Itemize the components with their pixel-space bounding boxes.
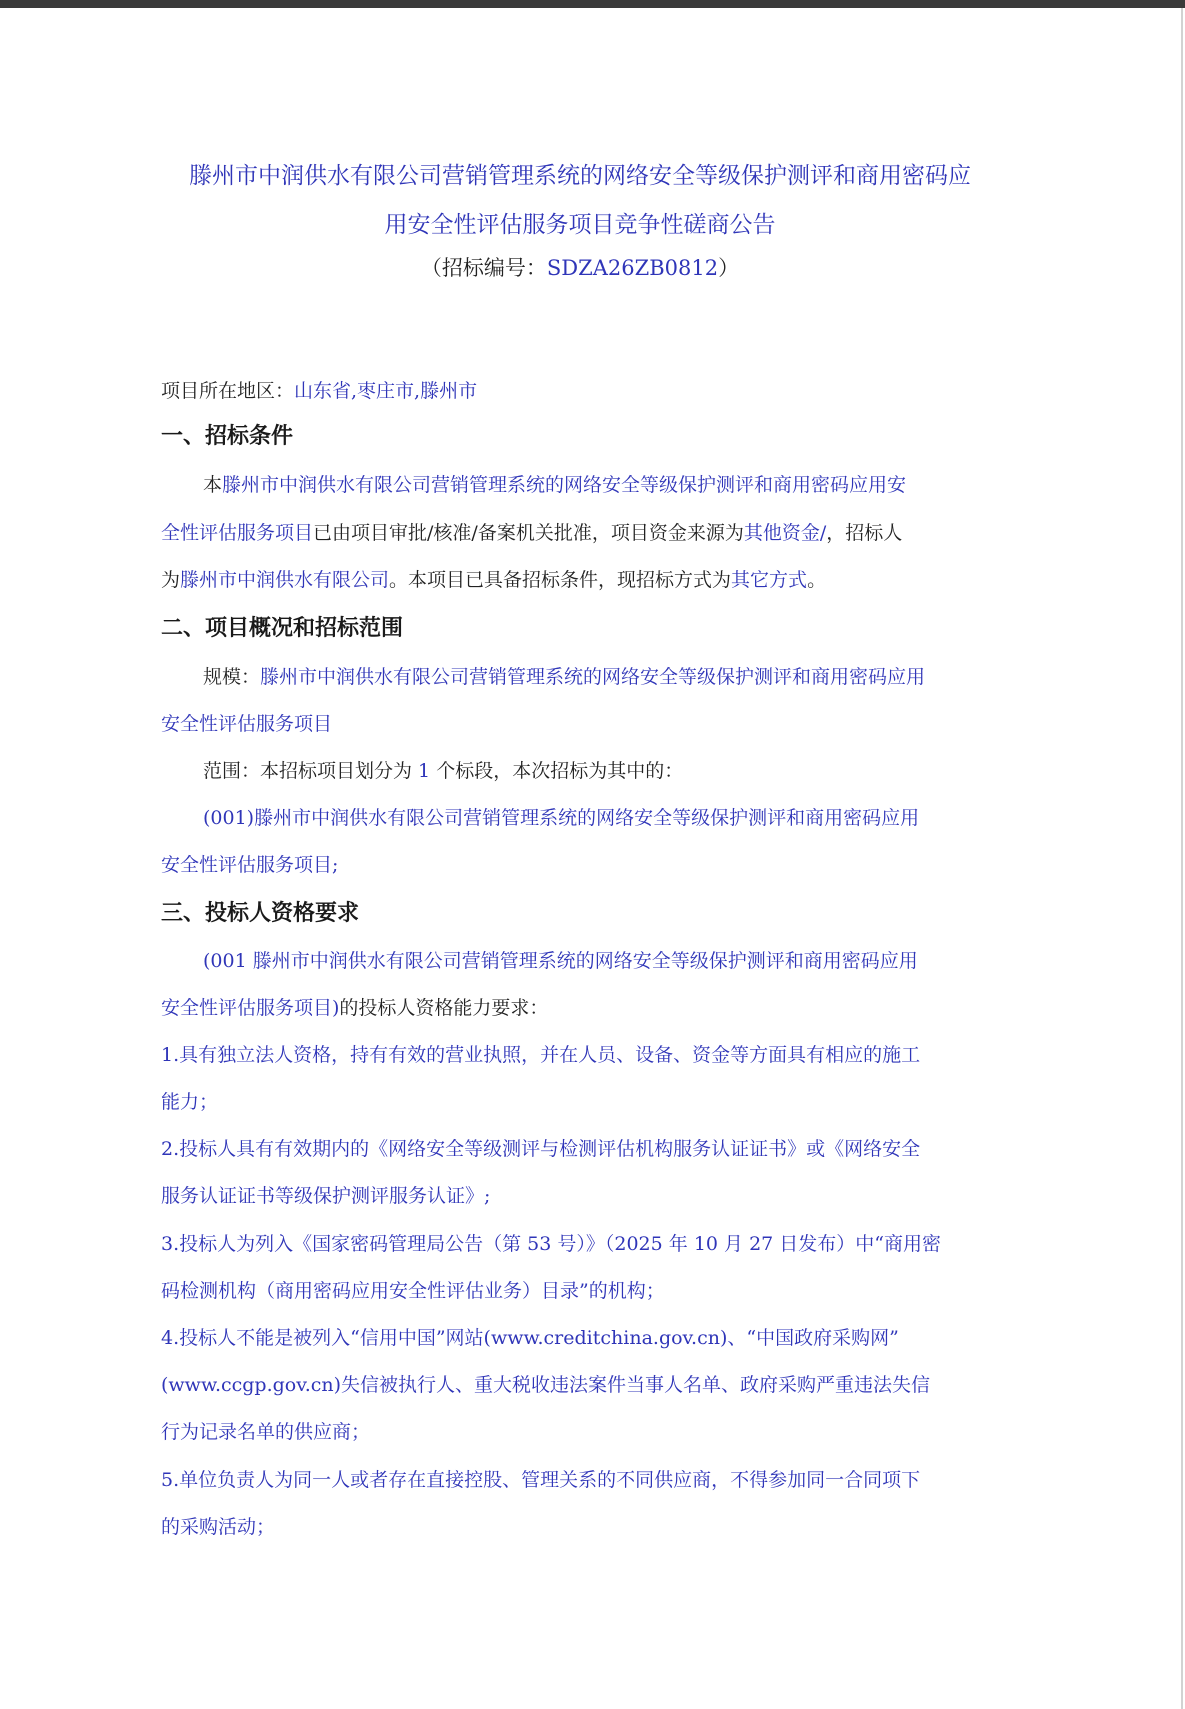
sec1-line1 [203, 470, 1003, 500]
scale-value: 滕州市中润供水有限公司营销管理系统的网络安全等级保护测评和商用密码应用 [260, 666, 926, 688]
range-text: 个标段，本次招标为其中的： [436, 760, 684, 782]
requirement-4-line2: (www.ccgp.gov.cn)失信被执行人、重大税收违法案件当事人名单、政府采购严重违法失信 [161, 1374, 931, 1396]
requirement-4-line3: 行为记录名单的供应商； [161, 1421, 371, 1443]
region-label: 项目所在地区： [161, 380, 295, 402]
doc-title-line1: 滕州市中润供水有限公司营销管理系统的网络安全等级保护测评和商用密码应 [189, 163, 971, 189]
doc-title-line2: 用安全性评估服务项目竞争性磋商公告 [384, 212, 776, 238]
range-text: 范围：本招标项目划分为 [203, 760, 413, 782]
requirement-2-line2: 服务认证证书等级保护测评服务认证》; [161, 1185, 491, 1207]
requirement-5-line1: 5.单位负责人为同一人或者存在直接控股、管理关系的不同供应商，不得参加同一合同项下 [161, 1469, 921, 1491]
tender-no-prefix: （招标编号： [420, 256, 547, 280]
section-3-heading: 三、投标人资格要求 [161, 901, 360, 926]
tenderer-name: 滕州市中润供水有限公司 [180, 569, 390, 591]
section-1-heading: 一、招标条件 [161, 424, 294, 449]
sec1-text: 。 [807, 569, 827, 591]
requirement-4-line1: 4.投标人不能是被列入“信用中国”网站(www.creditchina.gov.cn)、“中国政府采购网” [161, 1327, 899, 1349]
section-2-heading: 二、项目概况和招标范围 [161, 616, 404, 641]
requirement-2-line1: 2.投标人具有有效期内的《网络安全等级测评与检测评估机构服务认证证书》或《网络安全 [161, 1138, 921, 1160]
project-region [161, 376, 1001, 406]
qual-lot-name: 安全性评估服务项目) [161, 997, 340, 1019]
lot-line2: 安全性评估服务项目; [161, 854, 339, 876]
tender-method: 其它方式 [731, 569, 808, 591]
sec1-project-name-cont: 全性评估服务项目 [161, 522, 314, 544]
scale-label: 规模： [203, 666, 261, 688]
region-value: 山东省,枣庄市,滕州市 [294, 380, 478, 402]
sec1-text: 本 [203, 474, 223, 496]
document-page [0, 8, 1183, 1709]
range-line [203, 756, 1003, 786]
sec1-line3 [161, 565, 1001, 595]
lot-line1: (001)滕州市中润供水有限公司营销管理系统的网络安全等级保护测评和商用密码应用 [203, 807, 920, 829]
fund-source: 其他资金/ [743, 522, 827, 544]
sec1-text: 已由项目审批/核准/备案机关批准，项目资金来源为 [313, 522, 744, 544]
tender-number [160, 248, 1000, 288]
lot-count: 1 [412, 760, 437, 782]
tender-no-value: SDZA26ZB0812 [546, 256, 719, 280]
sec1-text: ，招标人 [826, 522, 903, 544]
requirement-5-line2: 的采购活动； [161, 1516, 276, 1538]
qual-intro-text: 的投标人资格能力要求： [339, 997, 549, 1019]
scale-line1 [203, 662, 1003, 692]
sec1-project-name: 滕州市中润供水有限公司营销管理系统的网络安全等级保护测评和商用密码应用安 [222, 474, 907, 496]
requirement-1-line1: 1.具有独立法人资格，持有有效的营业执照，并在人员、设备、资金等方面具有相应的施工 [161, 1044, 921, 1066]
requirement-1-line2: 能力； [161, 1091, 219, 1113]
sec1-text: 。本项目已具备招标条件，现招标方式为 [389, 569, 732, 591]
sec1-text: 为 [161, 569, 181, 591]
requirement-3-line2: 码检测机构（商用密码应用安全性评估业务）目录”的机构； [161, 1280, 665, 1302]
sec1-line2 [161, 518, 1001, 548]
qual-intro-line1: (001 滕州市中润供水有限公司营销管理系统的网络安全等级保护测评和商用密码应用 [203, 950, 918, 972]
scale-line2: 安全性评估服务项目 [161, 713, 333, 735]
viewer-top-bar [0, 0, 1185, 8]
qual-intro-line2 [161, 993, 1001, 1023]
tender-no-suffix: ） [718, 256, 740, 280]
requirement-3-line1: 3.投标人为列入《国家密码管理局公告（第 53 号）》（2025 年 10 月 27 日发布）中“商用密 [161, 1233, 942, 1255]
